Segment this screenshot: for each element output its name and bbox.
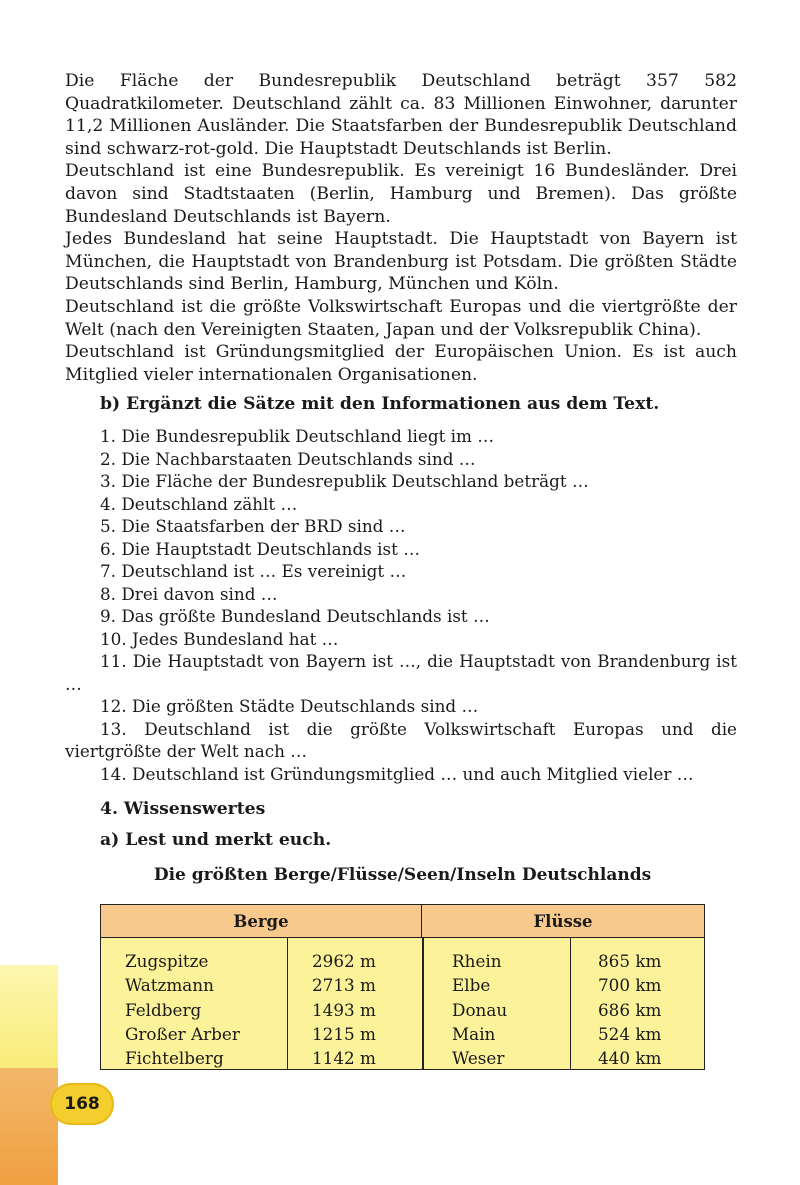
table-cell: Elbe bbox=[452, 975, 491, 996]
table-cell: 440 km bbox=[598, 1048, 662, 1069]
table-header-fluesse: Flüsse bbox=[422, 905, 704, 938]
berge-names-column bbox=[125, 949, 240, 1070]
exercise-item: 6. Die Hauptstadt Deutschlands ist … bbox=[100, 538, 421, 559]
page-number: 168 bbox=[50, 1083, 114, 1125]
table-cell: Feldberg bbox=[125, 999, 202, 1020]
exercise-list bbox=[65, 425, 737, 785]
subsection-heading: a) Lest und merkt euch. bbox=[100, 830, 332, 850]
exercise-item: 10. Jedes Bundesland hat … bbox=[100, 628, 339, 649]
table-cell: 865 km bbox=[598, 951, 662, 971]
exercise-item: 4. Deutschland zählt … bbox=[100, 493, 298, 514]
exercise-item: 5. Die Staatsfarben der BRD sind … bbox=[100, 516, 406, 536]
table-header-berge: Berge bbox=[101, 905, 422, 938]
table-cell: Fichtelberg bbox=[125, 1048, 224, 1069]
table-cell: 524 km bbox=[598, 1023, 662, 1044]
paragraph: Deutschland ist die größte Volkswirtschaft Europas und die viertgrößte der Welt (nach den Vereinigten Staaten, Japan und der Volksrepublik China). bbox=[65, 296, 737, 340]
exercise-item: 3. Die Fläche der Bundesrepublik Deutschland beträgt … bbox=[100, 471, 589, 491]
decorative-strip-orange bbox=[0, 1068, 58, 1185]
paragraph: Die Fläche der Bundesrepublik Deutschland beträgt 357 582 Quadratkilometer. Deutschland zählt ca. 83 Millionen Einwohner, darunter 11,2 Millionen Ausländer. Die Staatsfarben der Bundesrepublik Deutschland sind schwarz-rot-gold. Die Hauptstadt Deutschlands ist Berlin. bbox=[65, 71, 737, 159]
exercise-item: 8. Drei davon sind … bbox=[100, 583, 278, 604]
table-cell: Zugspitze bbox=[125, 951, 209, 971]
table-cell: 686 km bbox=[598, 999, 662, 1020]
table-cell: 1493 m bbox=[312, 999, 376, 1020]
table-cell: Weser bbox=[452, 1048, 505, 1069]
table-cell: 700 km bbox=[598, 975, 662, 996]
berge-heights-column bbox=[312, 949, 376, 1070]
table-cell: Main bbox=[452, 1023, 496, 1044]
fluesse-lengths-column bbox=[598, 949, 661, 1070]
exercise-item: 12. Die größten Städte Deutschlands sind … bbox=[100, 696, 479, 716]
info-text bbox=[65, 70, 737, 386]
table-cell: Watzmann bbox=[125, 975, 214, 996]
exercise-item: 2. Die Nachbarstaaten Deutschlands sind … bbox=[100, 448, 476, 469]
exercise-item: 7. Deutschland ist … Es vereinigt … bbox=[100, 561, 407, 581]
table-cell: 1142 m bbox=[312, 1048, 376, 1069]
table-divider bbox=[422, 938, 424, 1069]
task-heading: b) Ergänzt die Sätze mit den Informationen aus dem Text. bbox=[100, 394, 660, 414]
section-heading: 4. Wissenswertes bbox=[100, 799, 266, 819]
table-divider bbox=[287, 938, 288, 1069]
exercise-item: 1. Die Bundesrepublik Deutschland liegt im … bbox=[100, 426, 495, 446]
table-cell: Großer Arber bbox=[125, 1023, 240, 1044]
table-cell: Rhein bbox=[452, 951, 502, 971]
exercise-item: 13. Deutschland ist die größte Volkswirtschaft Europas und die viertgrößte der Welt nach … bbox=[65, 718, 737, 761]
exercise-item: 14. Deutschland ist Gründungsmitglied … und auch Mitglied vieler … bbox=[100, 763, 694, 784]
fluesse-names-column bbox=[452, 949, 507, 1070]
exercise-item: 11. Die Hauptstadt von Bayern ist …, die Hauptstadt von Brandenburg ist … bbox=[65, 651, 737, 694]
paragraph: Deutschland ist eine Bundesrepublik. Es vereinigt 16 Bundesländer. Drei davon sind Stadtstaaten (Berlin, Hamburg und Bremen). Das größte Bundesland Deutschlands ist Bayern. bbox=[65, 161, 737, 227]
table-divider bbox=[570, 938, 571, 1069]
exercise-item: 9. Das größte Bundesland Deutschlands ist … bbox=[100, 606, 490, 626]
table-cell: 2962 m bbox=[312, 951, 376, 971]
table-cell: 1215 m bbox=[312, 1023, 376, 1044]
table-cell: Donau bbox=[452, 999, 508, 1020]
table-cell: 2713 m bbox=[312, 975, 376, 996]
paragraph: Jedes Bundesland hat seine Hauptstadt. Die Hauptstadt von Bayern ist München, die Hauptstadt von Brandenburg ist Potsdam. Die größten Städte Deutschlands sind Berlin, Hamburg, München und Köln. bbox=[65, 229, 737, 295]
table-title: Die größten Berge/Flüsse/Seen/Inseln Deutschlands bbox=[153, 865, 652, 885]
facts-table bbox=[100, 904, 705, 1070]
paragraph: Deutschland ist Gründungsmitglied der Europäischen Union. Es ist auch Mitglied vieler internationalen Organisationen. bbox=[65, 342, 737, 385]
